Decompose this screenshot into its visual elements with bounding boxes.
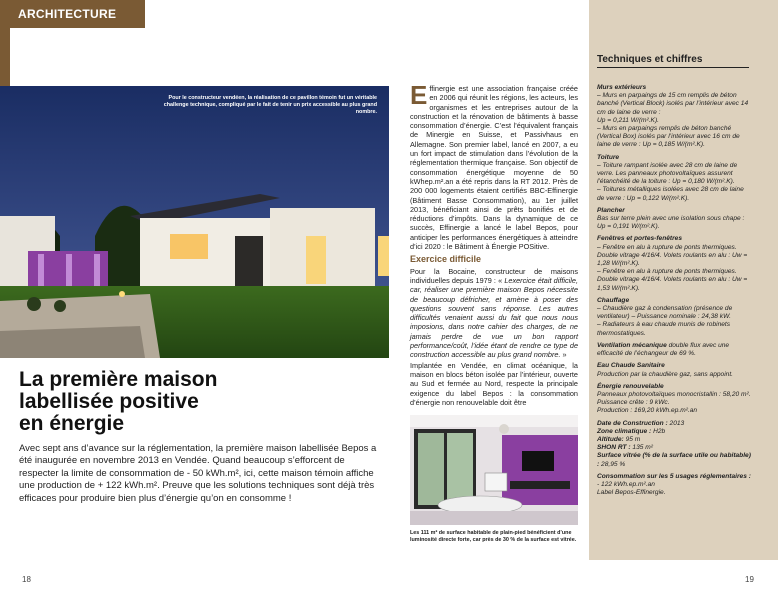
spec-heading: Toiture (597, 153, 620, 161)
sidebar-title: Techniques et chiffres (597, 54, 703, 65)
fact-row (597, 428, 751, 436)
tech-specs (597, 80, 751, 497)
spec-line: – Chaudière gaz à condensation (présence de ventilateur) – Puissance nominale : 24,38 kW. (597, 305, 733, 321)
spec-line: Production par la chaudière gaz, sans appoint. (597, 370, 733, 378)
spec-heading: Murs extérieurs (597, 84, 647, 91)
subheading: Exercice difficile (410, 254, 482, 265)
spec-heading: Énergie renouvelable (597, 382, 664, 390)
fact-label: Zone climatique : (597, 427, 652, 435)
article-body (410, 80, 578, 408)
spec-line: – Radiateurs à eau chaude munis de robinets thermostatiques. (597, 321, 731, 337)
fact-row (597, 420, 751, 428)
spec-line: – Fenêtre en alu à rupture de ponts thermiques. Double vitrage 4/16/4. Volets roulants en alu : Uw = 1,28 W/(m².K). (597, 243, 748, 268)
section-label: ARCHITECTURE (18, 7, 117, 21)
fact-row (597, 436, 751, 444)
interior-caption: Les 111 m² de surface habitable de plain-pied bénéficient d’une luminosité directe forte, car près de 30 % de la surface est vitrée. (410, 530, 577, 543)
title-line: labellisée positive (19, 390, 199, 413)
interior-photo (410, 415, 578, 525)
body-paragraph: Implantée en Vendée, en climat océanique, la maison en blocs béton isolée par l’intérieur, ouverte au Sud et fermée au Nord, respecte la principale exigence du label Bepos : la consommation d’énergie non renouvelable doit être (410, 360, 578, 407)
spec-heading: Chauffage (597, 296, 630, 304)
quote-text: Lexercice était difficile, car, réaliser une première maison Bepos nécessite de beaucoup défricher, et amène à poser des questions souvent sans réponse. Les autres difficultés venaient aussi du fait que nous nous imposions, dans notre cahier des charges, de ne jamais perdre de vue un bon rapport performance/coût, l’idée étant de rendre ce type de construction accessible au plus grand nombre. (410, 275, 578, 360)
house-exterior-illustration (0, 86, 389, 358)
fact-row (597, 452, 751, 468)
spec-line: Bas sur terre plein avec une isolation sous chape : Up = 0,191 W/(m².K). (597, 215, 745, 231)
spec-line: Production : 169,20 kWh.ep.m².an (597, 407, 698, 415)
consumption-note: Label Bepos-Effinergie. (597, 489, 666, 497)
spec-line: double flux avec une efficacité de l’échangeur de 69 %. (597, 341, 730, 358)
fact-label: Altitude: (597, 435, 624, 443)
fact-value: 28,95 % (599, 460, 626, 468)
fact-label: Date de Construction : (597, 419, 668, 427)
spec-line: Panneaux photovoltaïques monocristallin : 58,20 m². Puissance crête : 9 kWc. (597, 390, 751, 407)
fact-value: H2b (651, 427, 666, 435)
fact-value: 95 m (623, 435, 641, 443)
article-title (19, 369, 349, 435)
section-header (0, 0, 145, 28)
spec-inline (597, 342, 751, 358)
hero-caption: Pour le constructeur vendéen, la réalisation de ce pavillon témoin fut un véritable challenge technique, compliqué par le fait de tenir un prix accessible au plus grand nombre. (163, 95, 377, 116)
spec-line: – Toitures métalliques isolées avec 28 cm de laine de verre : Up = 0,122 W/(m².K). (597, 186, 744, 202)
hero-photo (0, 86, 389, 358)
title-line: La première maison (19, 368, 218, 391)
spec-line: Up = 0,211 W/(m².K). (597, 116, 659, 124)
fact-label: SHON RT : (597, 444, 631, 452)
fact-value: 135 m² (630, 444, 653, 452)
spec-heading: Eau Chaude Sanitaire (597, 362, 665, 370)
sidebar-divider (597, 67, 749, 68)
consumption-row (597, 473, 751, 489)
article-intro: Avec sept ans d’avance sur la réglementation, la première maison labellisée Bepos a été inaugurée en novembre 2013 en Vendée. Quand beaucoup s’efforcent de respecter la limite de consommation de - 50 kWh.m², ici, cette maison témoin affiche une production de + 122 kWh.m². Preuve que les solutions techniques sont déjà très efficaces pour produire bien plus d’énergie qu’on en consomme ! (19, 443, 377, 504)
body-paragraph (410, 267, 578, 360)
spec-line: – Fenêtre en alu à rupture de ponts thermiques. Double vitrage 4/16/4. Volets roulants en alu : Uw = 1,53 W/(m².K). (597, 268, 748, 292)
fact-label: Surface vitrée (% de la surface utile ou habitable) : (597, 452, 751, 468)
spec-line: – Murs en parpaings remplis de béton banché (Vertical Box) isolés par l’intérieur avec 16 cm de laine de verre : Up = 0,185 W/(m².K). (597, 125, 740, 149)
living-room-illustration (410, 415, 578, 525)
consumption-label: Consommation sur les 5 usages réglementaires : (597, 472, 751, 480)
body-text: » (560, 350, 567, 360)
spec-line: – Murs en parpaings de 15 cm remplis de béton banché (Vertical Block) isolés par l’intérieur avec 14 cm de laine de verre : (597, 92, 749, 116)
spec-heading: Fenêtres et portes-fenêtres (597, 235, 683, 243)
spec-line: – Toiture rampant isolée avec 28 cm de laine de verre. Les panneaux photovoltaïques assurent l’étanchéité de la toiture : Up = 0,180 W/(m².K). (597, 161, 738, 186)
page-number-left: 18 (22, 575, 31, 584)
body-text: Pour la Bocaine, constructeur de maisons individuelles depuis 1979 : « (410, 266, 578, 285)
drop-cap: E (410, 80, 428, 110)
body-text: ffinergie est une association française créée en 2006 qui réunit les régions, les acteurs, les organismes et les entreprises autour de la construction et la rénovation de bâtiments à basse consommation d’énergie. C’est l’équivalent français de Minergie en Suisse, et Passivhaus en Allemagne. Son premier label, lancé en 2007, a eu un fort impact de stimulation dans l’évolution de la réglementation thermique française. Son objectif de consommation énergétique moyenne de 50 kWhep.m².an a été repris dans la RT 2012. Près de 200 000 logements étaient certifiés BBC-Effinergie (Bâtiment Basse Consommation), au 1er juillet 2013, bénéficiant ainsi de prêts bonifiés et de réductions d’impôts. Dans la dynamique de ce succès, Effinergie a lancé le label Bepos, pour anticiper les performances énergétiques à atteindre d’ici 2020 : le Bâtiment à Énergie POSitive. (410, 84, 578, 252)
fact-value: 2013 (667, 419, 685, 427)
title-line: en énergie (19, 412, 125, 435)
page-number-right: 19 (745, 575, 754, 584)
fact-row (597, 444, 751, 452)
spec-heading: Ventilation mécanique (597, 341, 667, 349)
spec-heading: Plancher (597, 206, 625, 214)
consumption-value: - 122 kWh.ep.m².an (597, 480, 655, 488)
body-paragraph (410, 80, 578, 252)
